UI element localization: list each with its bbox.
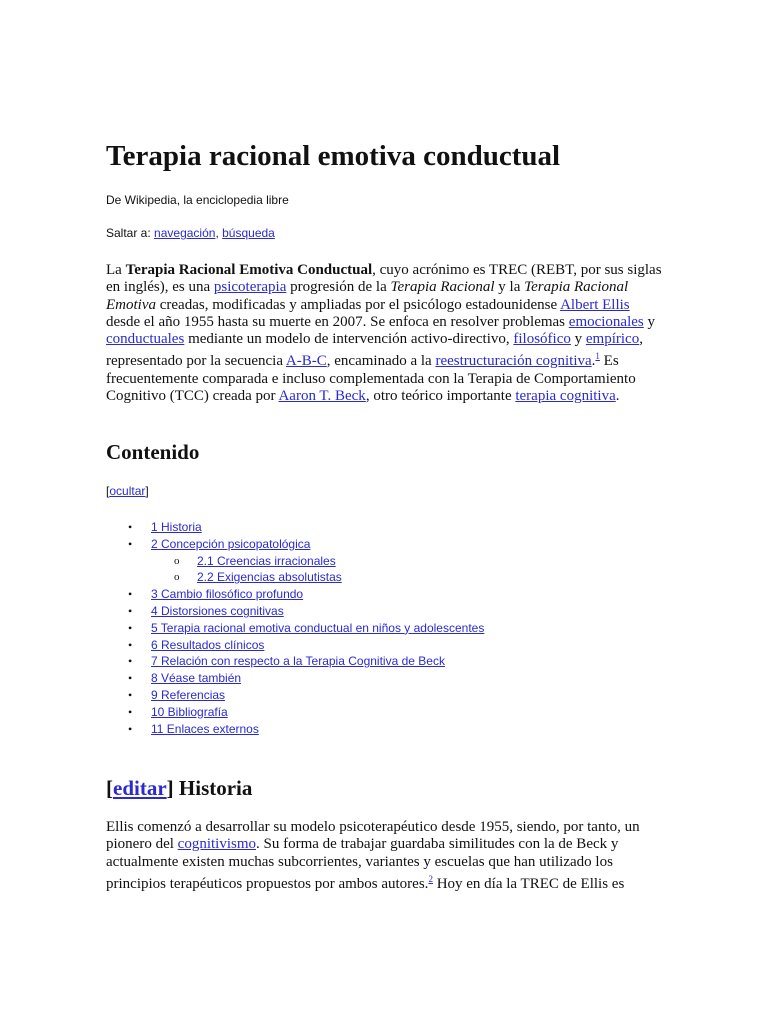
toggle-bracket: ] bbox=[145, 484, 149, 498]
bullet-icon: • bbox=[128, 620, 133, 635]
intro-text: y bbox=[570, 331, 586, 348]
jump-links bbox=[106, 226, 275, 240]
link-emocionales[interactable]: emocionales bbox=[568, 313, 644, 330]
toc-link[interactable]: 4 Distorsiones cognitivas bbox=[151, 603, 284, 618]
link-cognitivismo[interactable]: cognitivismo bbox=[177, 836, 256, 853]
toc-item bbox=[106, 721, 484, 738]
toc-item bbox=[106, 569, 484, 586]
intro-text: , otro teórico importante bbox=[365, 388, 516, 405]
intro-text: progresión de la bbox=[286, 279, 391, 296]
bullet-icon: o bbox=[174, 554, 180, 567]
toc-link[interactable]: 2.1 Creencias irracionales bbox=[197, 553, 336, 568]
toc-link[interactable]: 9 Referencias bbox=[151, 687, 226, 702]
bullet-icon: • bbox=[128, 587, 133, 602]
toc-toggle bbox=[106, 484, 149, 498]
toc-item bbox=[106, 670, 484, 687]
bullet-icon: • bbox=[128, 603, 133, 618]
toc-item bbox=[106, 637, 484, 654]
intro-paragraph bbox=[106, 262, 666, 405]
toc-link[interactable]: 10 Bibliografía bbox=[151, 704, 228, 719]
bullet-icon: • bbox=[128, 704, 133, 719]
bullet-icon: • bbox=[128, 687, 133, 702]
edit-section-link[interactable]: editar bbox=[113, 776, 167, 800]
search-link[interactable]: búsqueda bbox=[222, 226, 275, 240]
toc-item bbox=[106, 653, 484, 670]
toc-link[interactable]: 1 Historia bbox=[151, 520, 202, 534]
toggle-bracket: [ bbox=[106, 484, 110, 498]
historia-text: Hoy en día la TREC de Ellis es bbox=[432, 875, 625, 892]
link-terapia-cognitiva[interactable]: terapia cognitiva bbox=[515, 388, 616, 405]
intro-text: mediante un modelo de intervención activo-directivo, bbox=[184, 331, 514, 348]
toc-link[interactable]: 8 Véase también bbox=[151, 671, 242, 686]
toc-link[interactable]: 2.2 Exigencias absolutistas bbox=[197, 570, 342, 585]
historia-paragraph bbox=[106, 819, 666, 893]
historia-text: Ellis comenzó a desarrollar su modelo psicoterapéutico desde 1955, siendo, por tanto, un pionero del bbox=[106, 819, 640, 853]
toc-item bbox=[106, 519, 484, 536]
toc-item bbox=[106, 586, 484, 603]
link-albert-ellis[interactable]: Albert Ellis bbox=[560, 296, 630, 313]
toc-item bbox=[106, 620, 484, 637]
intro-bold-term: Terapia Racional Emotiva Conductual bbox=[125, 262, 373, 278]
link-aaron-beck[interactable]: Aaron T. Beck bbox=[278, 388, 366, 405]
bullet-icon: • bbox=[128, 536, 133, 551]
intro-text: . bbox=[591, 353, 596, 370]
bullet-icon: • bbox=[128, 671, 133, 686]
bullet-icon: o bbox=[174, 571, 180, 584]
toc-heading: Contenido bbox=[106, 440, 200, 464]
bullet-icon: • bbox=[128, 637, 133, 652]
toc-link[interactable]: 5 Terapia racional emotiva conductual en niños y adolescentes bbox=[151, 620, 485, 635]
intro-italic-term: Terapia Racional Emotiva bbox=[106, 279, 629, 313]
toc-link[interactable]: 6 Resultados clínicos bbox=[151, 637, 265, 652]
intro-text: desde el año 1955 hasta su muerte en 2007. Se enfoca en resolver problemas bbox=[106, 313, 569, 330]
intro-text: , encaminado a la bbox=[326, 353, 436, 370]
toc-item bbox=[106, 704, 484, 721]
toc-link[interactable]: 3 Cambio filosófico profundo bbox=[151, 587, 304, 602]
toc-list bbox=[106, 519, 484, 737]
link-reestructuracion-cognitiva[interactable]: reestructuración cognitiva bbox=[435, 353, 592, 370]
intro-text: La bbox=[106, 262, 126, 278]
section-heading-historia bbox=[106, 776, 252, 801]
toc-link[interactable]: 2 Concepción psicopatológica bbox=[151, 536, 311, 551]
reference-2-link[interactable]: 2 bbox=[428, 873, 433, 884]
link-empirico[interactable]: empírico bbox=[585, 331, 640, 348]
toc-item bbox=[106, 687, 484, 704]
bullet-icon: • bbox=[128, 721, 133, 736]
jump-label: Saltar a: bbox=[106, 226, 151, 240]
intro-text: Es frecuentemente comparada e incluso complementada con la Terapia de Comportamiento Cognitivo (TCC) creada por bbox=[106, 353, 636, 405]
link-abc[interactable]: A-B-C bbox=[285, 353, 327, 370]
intro-text: . bbox=[615, 388, 620, 405]
edit-bracket: ] bbox=[166, 776, 174, 800]
intro-text: creadas, modificadas y ampliadas por el psicólogo estadounidense bbox=[156, 296, 561, 313]
intro-text: , representado por la secuencia bbox=[106, 331, 643, 370]
intro-text: y la bbox=[494, 279, 525, 296]
edit-bracket: [ bbox=[106, 776, 113, 800]
link-conductuales[interactable]: conductuales bbox=[106, 331, 185, 348]
toc-link[interactable]: 11 Enlaces externos bbox=[151, 721, 259, 736]
toc-item bbox=[106, 603, 484, 620]
toc-link[interactable]: 7 Relación con respecto a la Terapia Cognitiva de Beck bbox=[151, 654, 445, 669]
link-filosofico[interactable]: filosófico bbox=[513, 331, 571, 348]
bullet-icon: • bbox=[128, 654, 133, 669]
section-title: Historia bbox=[178, 776, 253, 800]
site-tagline: De Wikipedia, la enciclopedia libre bbox=[106, 193, 289, 207]
toc-item bbox=[106, 553, 484, 570]
toc-item bbox=[106, 536, 484, 553]
bullet-icon: • bbox=[128, 520, 133, 534]
navigation-link[interactable]: navegación bbox=[154, 226, 216, 240]
historia-text: . Su forma de trabajar guardaba similitudes con la de Beck y actualmente existen muchas subcorrientes, variantes y escuelas que han utilizado los principios terapéuticos propuestos por ambos autores. bbox=[106, 836, 619, 892]
hide-toc-link[interactable]: ocultar bbox=[109, 484, 146, 498]
reference-1-link[interactable]: 1 bbox=[595, 351, 600, 362]
jump-separator: , bbox=[215, 226, 219, 240]
intro-text: y bbox=[643, 313, 656, 330]
page-title: Terapia racional emotiva conductual bbox=[106, 140, 561, 172]
intro-italic-term: Terapia Racional bbox=[390, 279, 495, 296]
link-psicoterapia[interactable]: psicoterapia bbox=[213, 279, 287, 296]
intro-text: , cuyo acrónimo es TREC (REBT, por sus siglas en inglés), es una bbox=[106, 262, 662, 296]
